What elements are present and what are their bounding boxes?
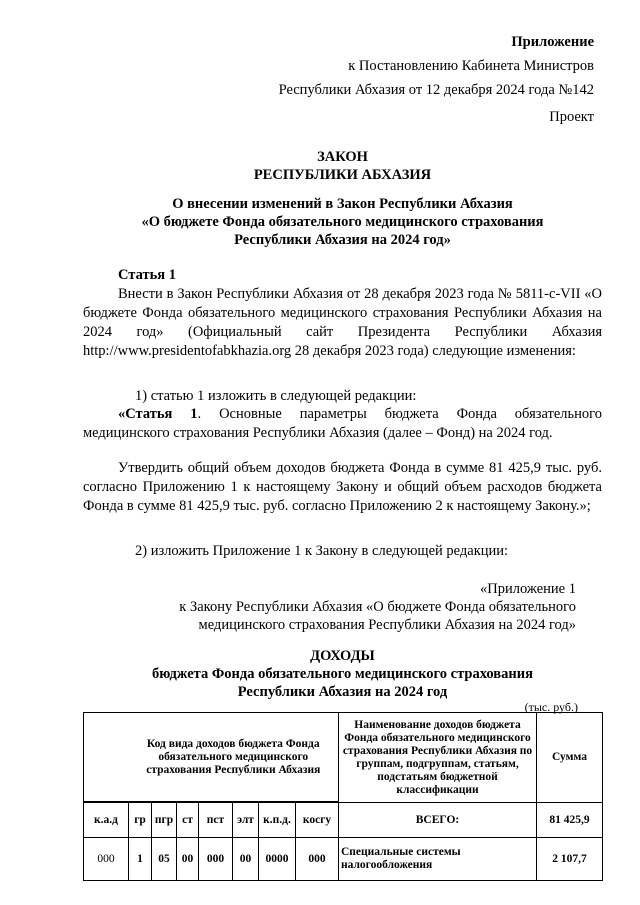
code-col-kosgu: косгу bbox=[296, 803, 339, 838]
row-code-kosgu: 000 bbox=[296, 838, 339, 881]
quote-article-text: . Основные параметры бюджета Фонда обязательного медицинского страхования Республики Абхазия (далее – Фонд) на 2024 год. bbox=[83, 406, 602, 441]
draft-label: Проект bbox=[549, 109, 594, 125]
table-subheader-row bbox=[84, 803, 603, 838]
total-value: 81 425,9 bbox=[537, 803, 603, 838]
row-name: Специальные системы налогообложения bbox=[339, 838, 537, 881]
appendix-ref-line2: Республики Абхазия от 12 декабря 2024 года №142 bbox=[278, 82, 594, 98]
code-col-pgr: пгр bbox=[152, 803, 177, 838]
code-col-elt: элт bbox=[233, 803, 259, 838]
list-item-1: 1) статью 1 изложить в следующей редакции: bbox=[135, 388, 417, 404]
table-header-row bbox=[84, 713, 603, 802]
table-header-blank bbox=[84, 713, 129, 802]
income-title: ДОХОДЫ bbox=[310, 648, 375, 664]
row-code-st: 00 bbox=[177, 838, 199, 881]
approve-paragraph: Утвердить общий объем доходов бюджета Фонда в сумме 81 425,9 тыс. руб. согласно Приложению 1 к настоящему Закону и общий объем расходов бюджета Фонда в сумме 81 425,9 тыс. руб. согласно Приложению 2 к настоящему Закону.»; bbox=[83, 460, 602, 514]
law-title-republic: РЕСПУБЛИКИ АБХАЗИЯ bbox=[253, 167, 432, 183]
row-code-elt: 00 bbox=[233, 838, 259, 881]
law-subject-line3: Республики Абхазия на 2024 год» bbox=[234, 232, 451, 248]
row-code-kad: 000 bbox=[84, 838, 129, 881]
row-code-pst: 000 bbox=[199, 838, 233, 881]
total-label: ВСЕГО: bbox=[339, 803, 537, 838]
quote-article-lead: «Статья 1 bbox=[118, 406, 198, 422]
row-value: 2 107,7 bbox=[537, 838, 603, 881]
code-col-kpd: к.п.д. bbox=[259, 803, 296, 838]
income-subtitle-line2: Республики Абхазия на 2024 год bbox=[237, 684, 448, 700]
row-code-gr: 1 bbox=[129, 838, 152, 881]
units-label: (тыс. руб.) bbox=[524, 700, 578, 714]
annex-label: «Приложение 1 bbox=[480, 581, 576, 597]
appendix-ref-line1: к Постановлению Кабинета Министров bbox=[348, 58, 594, 74]
code-col-kad: к.а.д bbox=[84, 803, 129, 838]
list-item-2: 2) изложить Приложение 1 к Закону в следующей редакции: bbox=[135, 543, 509, 559]
income-subtitle-line1: бюджета Фонда обязательного медицинского страхования bbox=[152, 666, 533, 682]
quote-paragraph bbox=[83, 405, 602, 443]
code-header: Код вида доходов бюджета Фонда обязательного медицинского страхования Республики Абхазия bbox=[129, 713, 339, 802]
code-col-pst: пст bbox=[199, 803, 233, 838]
article-heading: Статья 1 bbox=[118, 267, 176, 283]
row-code-kpd: 0000 bbox=[259, 838, 296, 881]
law-subject-line1: О внесении изменений в Закон Республики Абхазия bbox=[172, 196, 513, 212]
appendix-title: Приложение bbox=[511, 34, 594, 50]
annex-ref-line1: к Закону Республики Абхазия «О бюджете Фонда обязательного bbox=[179, 599, 576, 615]
annex-ref-line2: медицинского страхования Республики Абхазия на 2024 год» bbox=[198, 617, 576, 633]
income-table bbox=[83, 712, 603, 881]
law-title: ЗАКОН bbox=[317, 149, 368, 165]
article-paragraph: Внести в Закон Республики Абхазия от 28 декабря 2023 года № 5811-с-VII «О бюджете Фонда обязательного медицинского страхования Республики Абхазия на 2024 год» (Официальный сайт Президента Республики Абхазия http://www.presidentofabkhazia.org 28 декабря 2023 года) следующие изменения: bbox=[83, 286, 602, 359]
law-subject-line2: «О бюджете Фонда обязательного медицинского страхования bbox=[141, 214, 544, 230]
code-col-st: ст bbox=[177, 803, 199, 838]
code-col-gr: гр bbox=[129, 803, 152, 838]
row-code-pgr: 05 bbox=[152, 838, 177, 881]
table-row bbox=[84, 838, 603, 881]
sum-header: Сумма bbox=[537, 713, 603, 803]
name-header: Наименование доходов бюджета Фонда обязательного медицинского страхования Республики Абхазия по группам, подгруппам, статьям, подстатьям бюджетной классификации bbox=[339, 713, 537, 803]
